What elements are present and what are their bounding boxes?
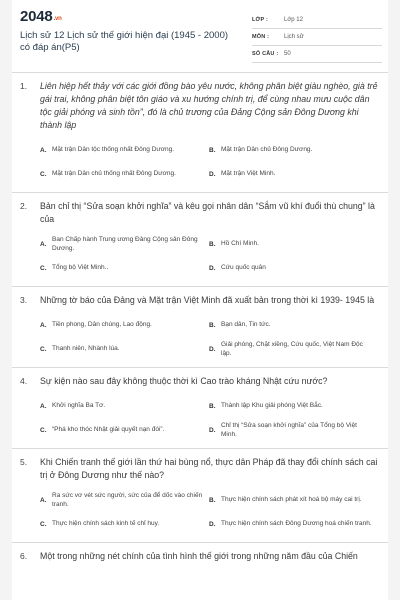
meta-value: Lớp 12 [284,17,303,23]
question-number: 1. [20,81,28,91]
question-text: Bản chỉ thị “Sửa soạn khởi nghĩa” và kêu gọi nhân dân “Sắm vũ khí đuổi thù chung” là của [40,201,375,224]
option-letter: D. [209,345,216,353]
question-text: Sự kiện nào sau đây không thuộc thời kì Cao trào kháng Nhật cứu nước? [40,376,328,386]
answer-option-c[interactable] [40,512,209,536]
document-header [12,0,388,62]
option-text: Mặt trận Dân chủ thống nhất Đông Dương. [52,170,176,178]
question-list [12,72,388,569]
question-number: 5. [20,457,28,467]
question-text: Một trong những nét chính của tình hình thế giới trong những năm đầu của Chiến [40,551,358,561]
option-letter: A. [40,496,47,504]
document-page [12,0,388,600]
answer-option-b[interactable] [209,394,378,418]
option-letter: C. [40,345,47,353]
meta-key: LỚP : [252,17,268,23]
answer-options [12,313,378,361]
option-letter: A. [40,240,47,248]
answer-option-d[interactable] [209,162,378,186]
option-text: Tổng bộ Việt Minh.. [52,264,109,272]
option-text: Thành lập Khu giải phóng Việt Bắc. [221,402,323,410]
option-text: Ban Chấp hành Trung ương Đảng Cộng sản Đông Dương. [52,235,198,252]
option-text: Khởi nghĩa Ba Tơ. [52,402,106,410]
option-letter: C. [40,520,47,528]
option-text: Chỉ thị “Sửa soạn khởi nghĩa” của Tổng bộ Việt Minh. [221,421,357,438]
option-letter: C. [40,264,47,272]
answer-options [12,138,378,186]
option-letter: D. [209,264,216,272]
answer-option-d[interactable] [209,256,378,280]
answer-option-a[interactable] [40,232,209,256]
option-letter: B. [209,146,216,154]
option-text: Thực hiện chính sách kinh tế chỉ huy. [52,520,160,528]
option-text: Giải phóng, Chặt xiềng, Cứu quốc, Việt Nam Độc lập. [221,340,363,357]
logo-suffix: .vn [53,16,62,22]
option-letter: A. [40,321,47,329]
meta-key: MÔN : [252,34,270,40]
option-text: Thực hiện chính sách phát xít hoá bộ máy cai trị. [221,496,362,504]
meta-row-class [252,12,382,29]
answer-option-d[interactable] [209,337,378,361]
answer-option-a[interactable] [40,488,209,512]
question-number: 4. [20,376,28,386]
option-letter: B. [209,240,216,248]
answer-option-c[interactable] [40,337,209,361]
question-number: 3. [20,295,28,305]
question-stem [12,375,378,388]
option-text: Mặt trận Dân tộc thống nhất Đông Dương. [52,146,175,154]
answer-option-a[interactable] [40,138,209,162]
question-number: 6. [20,551,28,561]
meta-row-count [252,46,382,63]
question-item [12,72,388,192]
option-letter: B. [209,402,216,410]
logo-main: 2048 [20,8,53,25]
option-letter: B. [209,321,216,329]
meta-value: Lịch sử [284,34,304,40]
answer-option-b[interactable] [209,138,378,162]
answer-option-d[interactable] [209,418,378,442]
answer-option-b[interactable] [209,488,378,512]
option-text: “Phá kho thóc Nhật giải quyết nạn đói”. [52,426,165,434]
option-text: Tiền phong, Dân chúng, Lao động. [52,321,152,329]
answer-option-d[interactable] [209,512,378,536]
option-text: Thực hiện chính sách Đông Dương hoá chiến tranh. [221,520,372,528]
answer-options [12,488,378,536]
question-text: Liên hiệp hết thảy với các giới đồng bào yêu nước, không phân biệt giàu nghèo, già trẻ gái trai, không phân biệt tôn giáo và xu hướng chính trị, để cùng nhau mưu cuộc dân tộc giải phóng và sinh tồn”, đó là chủ trương của Đảng Cộng sản Đông Dương khi thành lập [40,81,378,130]
question-item [12,192,388,286]
answer-option-c[interactable] [40,162,209,186]
question-stem [12,456,378,482]
option-text: Thanh niên, Nhành lúa. [52,345,120,353]
answer-option-b[interactable] [209,313,378,337]
metadata-table [252,12,382,63]
question-stem [12,80,378,132]
option-letter: A. [40,402,47,410]
option-letter: C. [40,426,47,434]
answer-option-b[interactable] [209,232,378,256]
question-stem [12,200,378,226]
answer-option-a[interactable] [40,394,209,418]
option-text: Bạn dân, Tin tức. [221,321,271,329]
answer-option-c[interactable] [40,256,209,280]
question-item [12,448,388,542]
answer-option-a[interactable] [40,313,209,337]
option-text: Mặt trận Việt Minh. [221,170,276,178]
option-letter: D. [209,170,216,178]
document-title: Lịch sử 12 Lịch sử thế giới hiện đại (1945 - 2000) có đáp án(P5) [20,30,229,53]
option-text: Mặt trận Dân chủ Đông Dương. [221,146,313,154]
answer-options [12,394,378,442]
answer-options [12,232,378,280]
question-item [12,367,388,448]
option-text: Hồ Chí Minh. [221,240,259,248]
question-number: 2. [20,201,28,211]
answer-option-c[interactable] [40,418,209,442]
question-item [12,542,388,569]
option-letter: B. [209,496,216,504]
option-letter: D. [209,520,216,528]
meta-value: 50 [284,51,291,57]
question-item [12,286,388,367]
option-letter: A. [40,146,47,154]
option-letter: D. [209,426,216,434]
question-text: Khi Chiến tranh thế giới lần thứ hai bùng nổ, thực dân Pháp đã thay đổi chính sách cai trị ở Đông Dương như thế nào? [40,457,378,480]
site-logo[interactable] [20,8,62,25]
option-letter: C. [40,170,47,178]
option-text: Ra sức vơ vét sức người, sức của để dốc vào chiến tranh. [52,491,203,508]
question-stem [12,550,378,563]
meta-row-subject [252,29,382,46]
meta-key: SỐ CÂU : [252,51,279,57]
option-text: Cứu quốc quân [221,264,266,272]
question-stem [12,294,378,307]
question-text: Những tờ báo của Đảng và Mặt trận Việt Minh đã xuất bản trong thời kì 1939- 1945 là [40,295,375,305]
